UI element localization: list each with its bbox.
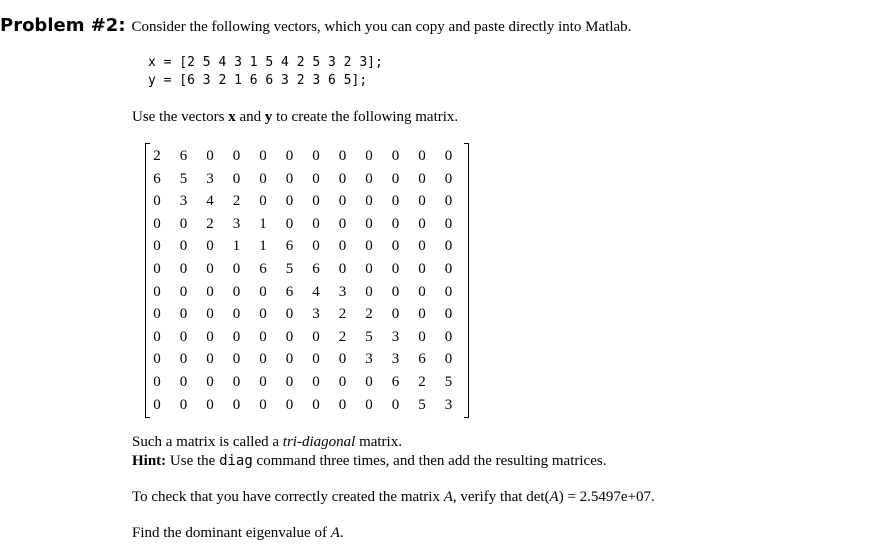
matrix-cell: 0 (259, 306, 267, 323)
matrix-cell: 0 (206, 283, 214, 300)
instruction-text (132, 109, 458, 126)
hint-suffix: command three times, and then add the resulting matrices. (252, 453, 607, 469)
matrix-cell: 6 (153, 170, 161, 187)
matrix-cell: 0 (259, 374, 267, 390)
matrix-cell: 5 (418, 396, 426, 413)
hint-prefix: Use the (166, 453, 220, 469)
matrix-cell: 6 (312, 261, 320, 277)
matrix-cell: 0 (444, 283, 453, 300)
matrix-cell: 0 (259, 283, 267, 300)
matrix-cell: 0 (206, 396, 214, 413)
matrix-cell: 0 (153, 193, 161, 210)
matrix-cell: 0 (153, 283, 161, 300)
matrix-cell: 0 (312, 170, 320, 187)
matrix-cell: 0 (338, 193, 347, 210)
find-suffix: . (339, 525, 344, 541)
matrix-cell: 0 (285, 193, 294, 210)
matrix-cell: 0 (259, 170, 267, 187)
code-x-vector[interactable]: x = [2 5 4 3 1 5 4 2 5 3 2 3]; (148, 55, 383, 70)
matrix-cell: 0 (179, 261, 188, 277)
matrix-cell: 3 (444, 396, 453, 413)
matrix-cell: 0 (418, 238, 426, 255)
check-prefix: To check that you have correctly created the matrix (132, 489, 444, 505)
matrix-cell: 0 (444, 238, 453, 255)
matrix-cell: 0 (232, 283, 241, 300)
matrix-cell: 0 (285, 374, 294, 390)
instruction-x: x (228, 109, 236, 125)
matrix-cell: 0 (153, 306, 161, 323)
matrix-cell: 0 (179, 283, 188, 300)
matrix-cell: 6 (285, 283, 294, 300)
tridiagonal-matrix (145, 143, 469, 418)
matrix-cell: 2 (365, 306, 373, 323)
matrix-cell: 0 (338, 215, 347, 232)
instruction-suffix: to create the following matrix. (272, 109, 459, 125)
matrix-cell: 0 (179, 351, 188, 368)
check-middle: , verify that det( (452, 489, 550, 505)
matrix-cell: 0 (338, 396, 347, 413)
problem-header (0, 15, 631, 36)
matrix-cell: 2 (153, 148, 161, 164)
matrix-cell: 0 (232, 170, 241, 187)
hint-text (132, 453, 606, 470)
matrix-cell: 0 (153, 396, 161, 413)
check-det-matrix-name: A (549, 489, 559, 505)
matrix-cell: 0 (418, 328, 426, 345)
matrix-cell: 0 (259, 396, 267, 413)
matrix-cell: 5 (285, 261, 294, 277)
matrix-cell: 2 (338, 328, 347, 345)
check-matrix-name: A (443, 489, 453, 505)
matrix-right-bracket (464, 143, 469, 418)
hint-command: diag (219, 453, 253, 469)
matrix-cell: 0 (232, 351, 241, 368)
matrix-cell: 0 (232, 374, 241, 390)
matrix-cell: 0 (153, 261, 161, 277)
matrix-cell: 0 (365, 261, 373, 277)
matrix-cell: 0 (285, 306, 294, 323)
matrix-cell: 0 (312, 238, 320, 255)
matrix-cell: 0 (285, 170, 294, 187)
matrix-cell: 1 (259, 215, 267, 232)
matrix-cell: 0 (444, 193, 453, 210)
matrix-cell: 0 (285, 351, 294, 368)
matrix-cell: 3 (312, 306, 320, 323)
matrix-cell: 0 (285, 328, 294, 345)
problem-label: Problem #2: (0, 15, 126, 36)
matrix-cell: 0 (153, 238, 161, 255)
problem-intro: Consider the following vectors, which you can copy and paste directly into Matlab. (131, 19, 632, 35)
tridiagonal-suffix: matrix. (355, 434, 402, 450)
matrix-cell: 0 (153, 374, 161, 390)
instruction-y: y (264, 109, 273, 125)
matrix-cell: 0 (259, 193, 267, 210)
matrix-cell: 0 (391, 306, 400, 323)
tridiagonal-note (132, 434, 402, 451)
matrix-cell: 0 (312, 374, 320, 390)
matrix-cell: 0 (391, 261, 400, 277)
matrix-cell: 6 (179, 148, 188, 164)
matrix-cell: 6 (391, 374, 400, 390)
hint-label: Hint: (132, 453, 167, 469)
instruction-prefix: Use the vectors (132, 109, 229, 125)
matrix-cell: 0 (365, 215, 373, 232)
matrix-cell: 0 (206, 261, 214, 277)
matrix-cell: 0 (179, 328, 188, 345)
matrix-cell: 3 (232, 215, 241, 232)
matrix-cell: 2 (232, 193, 241, 210)
matrix-cell: 0 (232, 328, 241, 345)
matrix-cell: 6 (259, 261, 267, 277)
matrix-cell: 0 (444, 261, 453, 277)
matrix-cell: 0 (285, 215, 294, 232)
matrix-cell: 0 (444, 148, 453, 164)
matrix-cell: 0 (312, 328, 320, 345)
matrix-cell: 0 (365, 193, 373, 210)
matrix-cell: 0 (365, 148, 373, 164)
matrix-cell: 2 (418, 374, 426, 390)
matrix-cell: 0 (285, 396, 294, 413)
matrix-cell: 2 (338, 306, 347, 323)
tridiagonal-term: tri-diagonal (282, 434, 356, 450)
matrix-cell: 0 (232, 148, 241, 164)
instruction-and: and (235, 109, 265, 125)
matrix-cell: 0 (391, 238, 400, 255)
matrix-cell: 0 (365, 283, 373, 300)
matrix-cell: 0 (418, 306, 426, 323)
matrix-cell: 0 (232, 306, 241, 323)
matrix-cell: 0 (418, 170, 426, 187)
matrix-cell: 0 (232, 396, 241, 413)
matrix-cell: 3 (338, 283, 347, 300)
matrix-cell: 4 (206, 193, 214, 210)
matrix-cell: 5 (365, 328, 373, 345)
tridiagonal-prefix: Such a matrix is called a (132, 434, 283, 450)
matrix-cell: 3 (365, 351, 373, 368)
matrix-cell: 3 (206, 170, 214, 187)
matrix-cell: 0 (338, 238, 347, 255)
matrix-cell: 0 (153, 215, 161, 232)
matrix-cell: 0 (312, 396, 320, 413)
matrix-cell: 3 (391, 351, 400, 368)
matrix-cell: 0 (179, 238, 188, 255)
find-prefix: Find the dominant eigenvalue of (132, 525, 331, 541)
matrix-cell: 0 (391, 170, 400, 187)
matrix-cell: 1 (259, 238, 267, 255)
matrix-cell: 0 (365, 374, 373, 390)
matrix-cell: 0 (206, 374, 214, 390)
matrix-cell: 0 (444, 351, 453, 368)
matrix-cell: 3 (179, 193, 188, 210)
matrix-cell: 0 (418, 193, 426, 210)
matrix-cell: 0 (391, 215, 400, 232)
matrix-cell: 0 (259, 328, 267, 345)
matrix-cell: 0 (338, 261, 347, 277)
matrix-cell: 0 (338, 374, 347, 390)
matrix-cell: 0 (338, 170, 347, 187)
matrix-cell: 0 (312, 193, 320, 210)
matrix-cell: 0 (206, 148, 214, 164)
matrix-cell: 0 (418, 148, 426, 164)
find-text (132, 525, 344, 542)
matrix-cell: 0 (365, 170, 373, 187)
matrix-cell: 0 (312, 148, 320, 164)
matrix-cell: 6 (285, 238, 294, 255)
code-y-vector[interactable]: y = [6 3 2 1 6 6 3 2 3 6 5]; (148, 73, 368, 88)
matrix-cell: 0 (391, 283, 400, 300)
matrix-cell: 0 (259, 351, 267, 368)
matrix-cell: 0 (444, 170, 453, 187)
matrix-cell: 0 (444, 306, 453, 323)
matrix-cell: 0 (418, 215, 426, 232)
matrix-cell: 0 (259, 148, 267, 164)
matrix-cell: 0 (179, 306, 188, 323)
matrix-cell: 0 (338, 148, 347, 164)
matrix-cell: 0 (206, 306, 214, 323)
matrix-cell: 0 (179, 374, 188, 390)
check-suffix: ) = 2.5497e+07. (558, 489, 655, 505)
matrix-cell: 0 (444, 215, 453, 232)
matrix-cell: 5 (444, 374, 453, 390)
matrix-cell: 0 (206, 351, 214, 368)
matrix-cell: 0 (365, 238, 373, 255)
matrix-cell: 0 (418, 261, 426, 277)
matrix-cell: 0 (418, 283, 426, 300)
matrix-cell: 0 (179, 396, 188, 413)
matrix-cell: 0 (153, 328, 161, 345)
matrix-cell: 2 (206, 215, 214, 232)
matrix-cell: 0 (338, 351, 347, 368)
matrix-cell: 4 (312, 283, 320, 300)
matrix-cell: 0 (312, 351, 320, 368)
matrix-cell: 0 (444, 328, 453, 345)
matrix-cell: 3 (391, 328, 400, 345)
matrix-cell: 5 (179, 170, 188, 187)
matrix-cell: 0 (206, 328, 214, 345)
matrix-cell: 0 (285, 148, 294, 164)
matrix-cell: 0 (391, 396, 400, 413)
matrix-cell: 0 (153, 351, 161, 368)
matrix-cell: 0 (179, 215, 188, 232)
matrix-cell: 0 (391, 193, 400, 210)
matrix-cell: 1 (232, 238, 241, 255)
matrix-cell: 0 (365, 396, 373, 413)
find-matrix-name: A (330, 525, 340, 541)
matrix-cell: 0 (391, 148, 400, 164)
matrix-cell: 6 (418, 351, 426, 368)
matrix-cell: 0 (312, 215, 320, 232)
check-text (132, 489, 655, 506)
matrix-cell: 0 (206, 238, 214, 255)
matrix-cell: 0 (232, 261, 241, 277)
